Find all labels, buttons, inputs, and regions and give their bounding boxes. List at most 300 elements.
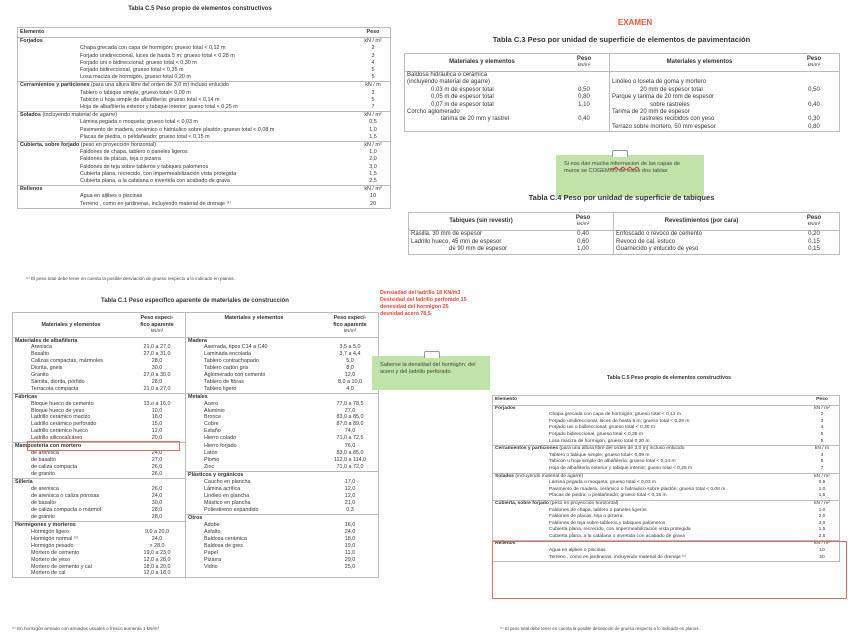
group-name: Materiales de albañilería [15,337,78,344]
item-value: 1,5 [369,170,377,177]
section-note: (incluyendo material de agarre) [40,112,118,119]
right-value: 0,40 [808,101,820,108]
material-value: 27,0 [151,456,163,463]
group-spacer [129,522,186,529]
table-row [18,67,391,74]
material-value: 4,0 [346,385,354,392]
item-value: 3,0 [369,163,377,170]
left-value [559,79,610,86]
left-material: (incluyendo material de agarre) [407,79,491,86]
item-label: Tabicón u hoja simple de albañilería; grueso total < 0,14 m [80,96,220,103]
table-c3-grid [404,53,840,132]
peso-label: Peso [575,215,591,221]
table-row [409,246,840,254]
material-value: 112,0 a 114,0 [333,456,367,463]
item-value: 1,0 [369,126,377,133]
material-label: de arenisca o caliza porosas [31,492,100,499]
item-label: Hoja de albañilería exterior y tabique interior; gueso total < 0,25 m [80,104,238,111]
item-value: 20 [819,554,825,560]
material-label: Poliestireno expandido [186,507,323,514]
section-unit: kN / m² [805,473,840,480]
peso-line-1: Peso especi- [140,315,174,321]
item-value: 20 [370,200,376,207]
table-row [13,557,379,564]
material-label: Linóleo en plancha [186,493,323,500]
group-spacer [129,337,186,344]
section-name [493,446,806,453]
table-row [13,486,379,493]
section-name [18,38,357,46]
tabique-value: 0,60 [577,238,589,245]
table-row [493,432,840,439]
section-title: Cerramientos y particiones [495,446,559,452]
item-label: Forjado uni o bidireccional; grueso total < 0,30 m [549,425,655,431]
group-name: Plásticos y orgánicos [186,471,323,478]
table-row [13,408,379,415]
material-label: Mástico en plancha [186,500,323,507]
comment-mid[interactable] [372,356,490,390]
material-value: 12,0 [344,486,356,493]
item-value: 5 [820,459,824,465]
header-material-right: Materiales y elementos [186,313,323,338]
material-value: 87,0 a 89,0 [336,421,364,428]
material-label: Calizas compactas, mármoles [31,358,103,365]
table-row [13,543,379,550]
material-value: 12,0 [344,492,356,499]
empty-cell [186,570,323,577]
peso-unit: kN/m² [577,62,591,68]
material-value: 25,0 [344,563,356,570]
item-label: Pavimento de madera, cerámico o hidráulico sobre plastón; grueso total < 0,08 m [80,126,275,133]
material-value: 30,0 [151,499,163,506]
group-name: Sillería [13,479,130,486]
table-row [13,450,379,457]
section-note: (incluyendo material de agarre) [514,473,584,479]
material-value: 12,0 [151,428,163,435]
material-label: Hierro forjado [186,443,323,450]
tabique-value: 0,40 [577,231,589,237]
item-value: 2,5 [818,533,826,539]
table-row [405,94,840,101]
item-label: Hoja de albañilería exterior y tabique interior; gueso total < 0,25 m [549,465,693,471]
material-value: 3,7 a 4,4 [339,351,361,358]
material-label: Ladrillo cerámico perforado [31,421,97,428]
table-c1 [12,312,379,578]
item-label: Terreno , como en jardineras, incluyendo material de drenaje ⁽¹⁾ [80,200,231,207]
item-value: 3 [371,52,375,59]
left-material: Corcho aglomerado [407,109,460,116]
section-name [18,82,357,90]
table-row [409,239,840,247]
right-material: Linóleo o loseta de goma y mortero [610,79,790,86]
material-value: 28,0 [151,378,163,385]
right-material: 20 mm de espesor total [610,87,790,94]
material-value: 83,0 a 85,0 [336,414,364,421]
right-value: 0,50 [808,86,820,93]
table-row [493,466,840,473]
right-value [789,72,840,80]
tabique-value: 1,00 [577,246,589,253]
material-value: 28,0 [151,514,163,521]
group-spacer [322,514,379,521]
item-label: Faldones de chapa, tablero o paneles ligeros [549,507,647,513]
material-value: > 28,0 [149,542,165,549]
section-row [18,142,391,150]
material-value: 24,0 [344,528,356,535]
material-value: 18,0 [151,414,163,421]
item-value: 2 [820,412,824,418]
section-row [18,186,391,194]
peso-label: Peso [576,56,592,62]
section-title: Cubierta, sobre forjado [20,142,80,149]
material-label: de caliza compacta o mármol [31,506,102,513]
left-material: 0,03 m de espesor total [431,86,494,93]
header-peso-left [559,54,610,72]
section-unit: kN / m³ [356,186,391,194]
material-value: 16,0 [344,521,356,528]
material-value: 18,0 [344,535,356,542]
section-note: (para una altura libre del orden de 3,0 m) incluso enlucido [558,446,685,452]
item-label: Losa maciza de hormigón, grueso total 0,20 m [549,438,650,444]
revestimiento-label: Guarnecido y enlucido de yeso [614,246,790,254]
table-row [13,536,379,543]
group-name: Madera [186,337,323,344]
table-row [13,393,379,400]
right-value [789,109,840,116]
table-row [405,102,840,109]
material-label: Terracota compacta [31,385,79,392]
table-row [493,514,840,521]
header-peso [322,313,379,338]
material-label: Ladrillo silicocalcáreo [31,435,83,442]
item-label: Faldones de placas, teja o pizarra [549,514,623,520]
section-note: (peso en proyección horizontal) [79,142,157,149]
table-c1-grid [12,312,379,578]
item-value: 3 [820,418,824,424]
peso-line-2: fico aparente [140,321,174,328]
group-name: Metales [186,393,323,400]
material-value: 26,0 [151,486,163,493]
table-row [13,344,379,351]
table-row [18,119,391,126]
material-label: Diorita, gneis [31,365,63,372]
table-row [13,358,379,365]
material-label: Caucho en plancha [186,479,323,486]
item-value: 3 [820,452,824,458]
table-row [13,522,379,529]
material-value: 20,0 [151,435,163,442]
peso-label: Peso [806,56,822,62]
item-value: 1,0 [818,486,826,492]
table-row [13,479,379,486]
material-label: Adobe [186,522,323,529]
section-title: Forjados [495,405,516,411]
table-row [13,337,379,344]
table-header [409,213,840,231]
header-weight: Peso [356,28,391,38]
item-value: 3 [371,89,375,96]
right-material: Parque y tarima de 20 mm de espesor [610,94,790,101]
item-label: Placas de piedra, o peldañeado; grueso total < 0,15 m [549,493,667,499]
table-row [18,134,391,142]
item-value: 2,5 [369,178,377,185]
table-c5-top-footnote: ⁽¹⁾ El peso total debe tener en cuenta la posible desviación de grueso respecto a lo indicado en planos. [26,276,235,281]
table-c4-title: Tabla C.4 Peso por unidad de superficie de tabiques [528,193,715,202]
material-value: 24,0 [151,450,163,456]
table-row [13,500,379,507]
item-value: 0,5 [369,119,377,126]
item-label: Faldones de teja sobre tableros y tabiques palomeros [80,163,209,170]
item-label: Forjado bidireccional, grueso total < 0,35 m [549,431,643,437]
item-value: 1,5 [369,133,377,140]
item-label: Agua en aljibes o piscinas [549,548,606,554]
right-material: Tarima de 20 mm de espesor [610,109,790,116]
header-material-left: Materiales y elementos [13,313,130,338]
table-header [18,28,391,38]
section-row [493,500,840,507]
material-value: 27,0 a 31,0 [143,351,171,358]
left-material [405,124,560,132]
table-row [13,570,379,577]
header-tabiques: Tabiques (sin revestir) [409,213,554,231]
item-value: 4 [371,59,375,66]
section-name [18,186,357,194]
left-value: 1,10 [578,101,590,108]
table-c3 [404,53,840,132]
left-material: Baldosa hidráulica o cerámica [407,72,488,78]
item-label: Faldones de teja sobre tableros y tabiques palomeros [549,520,666,526]
material-value: 13,o a 16,0 [143,400,171,407]
header-peso-right [789,213,840,231]
red-notes [380,290,467,318]
table-row [493,548,840,555]
table-row [18,164,391,171]
material-value: 24,0 [151,492,163,499]
group-spacer [322,471,379,478]
section-unit: kN / m² [814,405,830,411]
material-value: 74,0 [344,428,356,435]
table-row [13,386,379,393]
table-row [18,45,391,52]
item-value: 1,0 [369,149,377,156]
item-value: 2,0 [369,156,377,163]
material-label: Mortero de cal [31,570,66,577]
material-label: de arenisca [31,450,59,456]
revestimiento-label: Enfoscado o revoco de cemento [614,231,790,239]
right-material: rastreles recibidos con yeso [610,116,790,123]
table-row [493,493,840,500]
section-unit: kN / m² [805,500,840,507]
item-label: Lámina pegada o moqueta; grueso total < 0,03 m [80,119,198,126]
item-label: Chapa grecada con capa de hormigón; grueso total < 0,12 m [80,45,226,52]
item-label: Losa maciza de hormigón, grueso total 0,20 m [80,74,191,81]
table-row [13,435,379,442]
material-value: 11,0 [344,549,356,556]
header-peso-right [789,54,840,72]
table-c4 [408,212,840,255]
table-row [409,231,840,239]
table-row [13,471,379,478]
material-label: Ladrillo cerámico macizo [31,414,91,421]
tabique-label: Ladrillo hueco, 45 mm de espesor [411,238,502,245]
header-weight: Peso [805,396,840,406]
material-value: 18,0 a 20,0 [143,563,171,570]
item-value: 5 [371,67,375,74]
comment-mid-text: Saberse la densidad del hormigón, del acero y del ladrillo perforado [380,362,476,375]
comment-top-text-1: Si nos dan mucha [564,161,611,167]
item-value: 3,0 [818,520,826,526]
material-label: Tablero ligero [186,386,323,393]
material-value: 8,0 a 10,0 [338,378,362,385]
material-label: Acero [186,401,323,408]
material-label: de caliza compacta [31,463,78,470]
comment-top[interactable] [556,155,704,197]
red-note-2: Desisidad del ladrillo perforado 15 [380,297,467,303]
material-label: Arenisca [31,344,52,351]
table-c4-grid [408,212,840,255]
section-unit: kN / m² [356,142,391,150]
material-label: Sienita, diorita, pórfido [31,378,85,385]
right-material: sobre rastreles [610,102,790,109]
section-title: Solados [20,112,41,119]
table-row [18,104,391,112]
material-label: Bronce [186,414,323,421]
table-row [405,72,840,80]
section-note: (peso en proyección horizontal) [548,500,619,506]
material-value: 30,0 [151,365,163,372]
table-row [493,480,840,487]
material-label: Baldosa cerámica [186,536,323,543]
table-c1-title: Tabla C.1 Peso específico aparente de materiales de construcción [101,298,289,304]
material-label: Tablero de fibras [186,379,323,386]
table-row [18,201,391,209]
comment-anchor-icon [612,150,628,157]
material-value: 27,0 [344,407,356,414]
table-row [18,90,391,97]
item-value: 4 [820,425,824,431]
table-row [493,534,840,541]
section-unit: kN / m [805,446,840,453]
table-row [13,507,379,514]
material-value: 77,0 a 78,5 [336,400,364,407]
right-value: 0,80 [808,123,820,130]
section-title: Cerramientos y particiones [20,82,90,89]
left-material: 0,05 m de espesor total [431,94,494,101]
left-value: 0,50 [578,86,590,93]
table-row [13,372,379,379]
peso-unit: kN/m² [807,62,821,68]
table-row [13,351,379,358]
item-label: Lámina pegada o moqueta; grueso total < 0,03 m [549,480,656,486]
item-label: Cubierta plana, recrecido, con impermeabilización vista protegida [549,527,691,533]
material-value: 28,0 [151,358,163,365]
peso-unit: kN/m² [807,221,821,227]
header-material-right: Materiales y elementos [610,54,790,72]
material-value: 76,0 [344,442,356,449]
item-value: 10 [819,548,825,554]
group-spacer [129,443,186,450]
item-value: 0,5 [818,480,826,486]
material-label: Basalto [31,351,49,358]
material-value: 9,0 a 20,0 [145,528,169,535]
table-row [13,457,379,464]
item-label: Forjado bidireccional, grueso total < 0,35 m [80,67,184,74]
item-label: Tablero o tabique simple; grueso total< 0,09 m [549,452,650,458]
table-row [18,193,391,200]
material-value: 15,0 [151,421,163,428]
item-value: 5 [371,96,375,103]
item-label: Chapa grecada con capa de hormigón; grueso total < 0,12 m [549,412,681,418]
item-value: 7 [820,465,824,471]
material-label: de granito [31,514,55,521]
section-row [18,38,391,46]
material-label: Baldosa de gres [186,543,323,550]
table-row [493,425,840,432]
material-value: 5,0 [346,358,354,365]
table-row [13,443,379,450]
tabique-label: de 90 mm de espesor [449,246,508,253]
left-value [559,109,610,116]
section-name [18,142,357,150]
item-label: Pavimento de madera, cerámico o hidráulico sobre plastón; grueso total < 0,08 m [549,486,726,492]
material-label: Hormigón pesado [31,542,74,549]
section-title: Rellenos [495,541,516,547]
item-value: 5 [371,74,375,81]
table-c3-title: Tabla C.3 Peso por unidad de superficie de elementos de pavimentación [492,35,751,44]
header-peso-left [553,213,614,231]
group-spacer [322,393,379,400]
material-label: Zinc [186,464,323,471]
table-row [13,514,379,521]
material-value: 21,0 a 27,0 [143,385,171,392]
comment-top-text-2: de las capas de muros se COGEMOS de estas dos tablas [564,161,681,174]
item-label: Faldones de chapa, tablero o paneles ligeros [80,149,188,156]
material-label: Pizarra [186,557,323,564]
peso-label: Peso [806,215,822,221]
table-row [18,53,391,60]
group-spacer [129,393,186,400]
table-row [18,149,391,156]
left-value: 0,80 [578,94,590,101]
material-label: Granito [31,372,49,379]
item-label: Tablero o tabique simple; grueso total< 0,09 m [80,89,191,96]
table-row [405,124,840,132]
material-label: Bloque hueco de yeso [31,407,85,414]
table-row [493,555,840,562]
material-value: 3,5 a 5,0 [339,344,361,351]
header-element: Elemento [18,28,357,38]
material-label: Aserrada, tipos C14 a C40 [186,344,323,351]
section-title: Forjados [20,38,43,45]
table-row [13,401,379,408]
item-value: 2 [371,45,375,52]
group-name: Fábricas [13,393,130,400]
right-value [789,94,840,101]
item-label: Forjado unidireccional, luces de hasta 5 m; grueso total < 0,28 m [549,418,690,424]
revestimiento-value: 0,20 [808,231,820,237]
material-label: Hormigón normal ⁽¹⁾ [31,535,79,542]
item-label: Tabicón u hoja simple de albañilería; grueso total < 0,14 m [549,459,676,465]
right-value: 0,30 [808,116,820,123]
section-name [493,541,806,548]
section-row [18,82,391,90]
material-value: 29,0 [344,556,356,563]
table-c5-top [17,27,391,209]
peso-unit: kN/m² [576,221,590,227]
section-unit: kN / m [356,82,391,90]
section-note: (para una altura libre del orden de 3,0 m) incluso enlucido [89,82,229,89]
material-value: 83,0 a 85,0 [336,450,364,456]
